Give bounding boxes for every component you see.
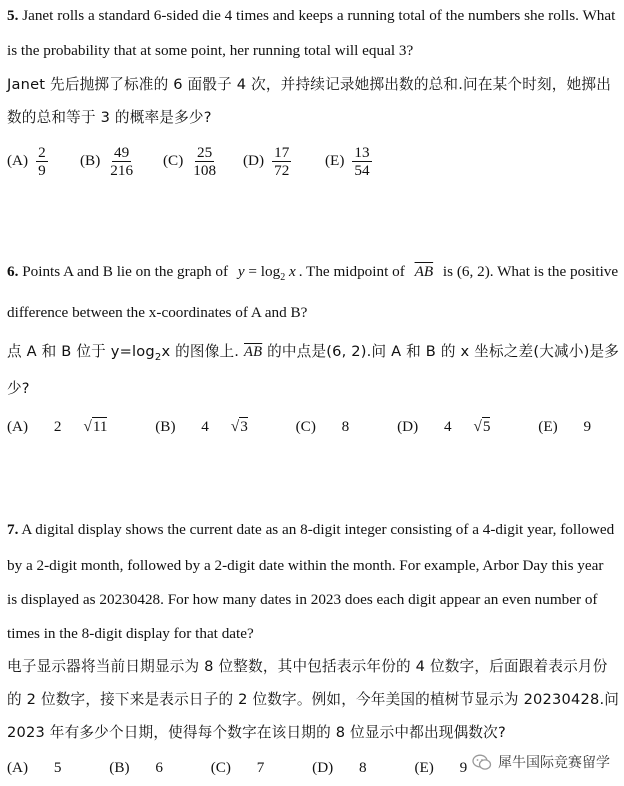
q7-option-c[interactable]: (C) 7 (210, 759, 265, 776)
q5-option-c[interactable]: (C) $\frac{25}{108}$ (163, 143, 217, 179)
q6-option-b[interactable]: (B) 4 √3 (155, 418, 248, 435)
segment-ab: $\overline{AB}$ (414, 263, 434, 280)
wechat-icon (472, 754, 492, 771)
fraction: $\frac{25}{108}$ (193, 143, 217, 179)
q7-text-line4: times in the 8-digit display for that date? (7, 625, 254, 642)
q6-text-line2: difference between the x-coordinates of A and B? (7, 304, 308, 321)
q6-option-d[interactable]: (D) 4 √5 (397, 418, 491, 435)
q7-option-e[interactable]: (E) 9 (414, 759, 468, 776)
q6-option-c[interactable]: (C) 8 (295, 418, 350, 435)
q5-options (7, 138, 607, 184)
q6-text-line1: 6. Points A and B lie on the graph of $y = \log_2 x$ . The midpoint of $\overline{AB}$ is (6, 2). What is the positive (7, 263, 619, 283)
watermark-text: 犀牛国际竞赛留学 (498, 755, 610, 771)
q7-cn-line2: 的 2 位数字，接下来是表示日子的 2 位数字。例如，今年美国的植树节显示为 20230428.问 (7, 691, 620, 708)
log-formula: $y = \log_2 x$ (237, 263, 296, 283)
q7-number: 7. (7, 521, 19, 538)
q7-option-a[interactable]: (A) 5 (7, 759, 62, 776)
q6-options (7, 417, 624, 437)
q5-cn-line2: 数的总和等于 3 的概率是多少? (7, 109, 212, 126)
q7-cn-line3: 2023 年有多少个日期，使得每个数字在该日期的 8 位显示中都出现偶数次? (7, 724, 506, 741)
q5-cn-line1: Janet 先后抛掷了标准的 6 面骰子 4 次，并持续记录她掷出数的总和.问在某个时刻，她掷出 (7, 76, 611, 93)
q6-number: 6. (7, 263, 19, 280)
watermark (472, 752, 610, 772)
q5-text-line2: is the probability that at some point, her running total will equal 3? (7, 42, 414, 59)
q7-text-line3: is displayed as 20230428. For how many dates in 2023 does each digit appear an even number of (7, 591, 598, 608)
q7-option-b[interactable]: (B) 6 (109, 759, 163, 776)
q5-option-e[interactable]: (E) $\frac{13}{54}$ (325, 143, 370, 179)
q7-option-d[interactable]: (D) 8 (312, 759, 367, 776)
q7-options (7, 758, 511, 778)
q7-text-line2: by a 2-digit month, followed by a 2-digit date within the month. For example, Arbor Day this year (7, 557, 604, 574)
q6-option-a[interactable]: (A) 2 √11 (7, 418, 108, 435)
q5-option-a[interactable]: (A) $\frac{2}{9}$ (7, 143, 46, 179)
q5-number: 5. (7, 7, 19, 24)
fraction: $\frac{2}{9}$ (38, 143, 46, 179)
segment-ab: $\overline{AB}$ (244, 344, 263, 360)
q7-text-line1: 7. A digital display shows the current date as an 8-digit integer consisting of a 4-digit year, followed (7, 521, 615, 538)
q5-text-line1: 5. Janet rolls a standard 6-sided die 4 times and keeps a running total of the numbers she rolls. What (7, 7, 616, 24)
fraction: $\frac{49}{216}$ (110, 143, 134, 179)
q7-cn-line1: 电子显示器将当前日期显示为 8 位整数，其中包括表示年份的 4 位数字，后面跟着表示月份 (7, 658, 608, 675)
q5-option-b[interactable]: (B) $\frac{49}{216}$ (80, 143, 134, 179)
q6-cn-line2: 少? (7, 380, 30, 397)
q6-cn-line1: 点 A 和 B 位于 $y=\log_2x$ 的图像上. $\overline{AB}$ 的中点是(6, 2).问 A 和 B 的 x 坐标之差(大减小)是多 (7, 343, 620, 363)
q6-option-e[interactable]: (E) 9 (538, 418, 592, 435)
q5-option-d[interactable]: (D) $\frac{17}{72}$ (243, 143, 290, 179)
fraction: $\frac{13}{54}$ (354, 143, 370, 179)
fraction: $\frac{17}{72}$ (274, 143, 290, 179)
